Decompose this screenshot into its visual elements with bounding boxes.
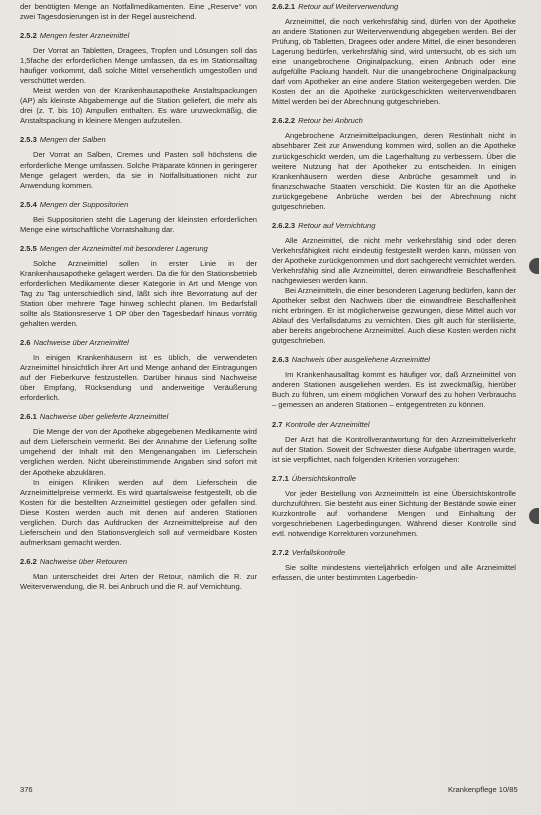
left-text-column	[20, 2, 257, 592]
section-heading	[20, 200, 257, 210]
section-heading	[20, 557, 257, 567]
section-title: Mengen der Arzneimittel mit besonderer Lagerung	[39, 243, 208, 253]
section-title: Retour bei Anbruch	[298, 116, 363, 126]
section-title: Übersichtskontrolle	[291, 473, 356, 483]
section-heading	[20, 412, 257, 422]
section-title: Mengen der Salben	[39, 135, 106, 145]
body-paragraph: In einigen Kliniken werden auf dem Lieferschein die Arzneimittelpreise vermerkt. Es wird quartalsweise festgestellt, ob die Kosten für die bestellten Arzneimittel gestiegen oder gefallen sind. Diese Kosten werden auch mit denen auf anderen Stationen verglichen. Durch das Aufdrucken der Arzneimittelpreise auf den Lieferschein und den Stationsvergleich soll auf vermeidbare Kosten aufmerksam gemacht werden.	[20, 477, 257, 547]
section-title: Nachweise über gelieferte Arzneimittel	[39, 412, 169, 422]
body-paragraph: Man unterscheidet drei Arten der Retour, nämlich die R. zur Weiterverwendung, die R. bei Anbruch und die R. auf Vernichtung.	[20, 571, 257, 591]
section-number: 2.6.2.1	[272, 2, 296, 11]
section-heading	[272, 474, 516, 484]
section-heading	[20, 135, 257, 145]
section-title: Mengen fester Arzneimittel	[39, 31, 130, 41]
body-paragraph: Bei Suppositorien steht die Lagerung der kleinsten erforderlichen Menge eine wirtschaftliche Vorratshaltung dar.	[20, 214, 257, 234]
section-heading	[272, 2, 516, 12]
body-paragraph: Sie sollte mindestens vierteljährlich erfolgen und alle Arzneimittel erfassen, die unter bestimmten Lagerbedin-	[272, 562, 516, 582]
section-number: 2.5.4	[20, 199, 37, 209]
binder-hole-mark	[529, 508, 539, 524]
section-number: 2.5.2	[20, 31, 37, 41]
body-paragraph: Angebrochene Arzneimittelpackungen, deren Restinhalt nicht in absehbarer Zeit zur Anwendung kommen wird, sollen an die Apotheke zurückgeschickt werden, um die Lagerhaltung zu verbessern. Über die weitere Nutzung hat der Apotheker zu entscheiden. In einigen Krankenhäusern werden diese Anbrüche gesammelt und in finanzschwache Staaten verschickt. Die Kosten für an die Apotheke zurückgegebene Anbrüche werden bei der Abrechnung nicht gutgeschrieben.	[272, 131, 516, 211]
body-paragraph: Meist werden von der Krankenhausapotheke Anstaltspackungen (AP) als kleinste Abgabemenge auf die Station geliefert, die mehr als drei (z. T. bis 10) Ampullen enthalten. Es wäre unzweckmäßig, die Anstaltspackung in kleinere Mengen aufzuteilen.	[20, 86, 257, 126]
section-heading	[272, 355, 516, 365]
section-heading	[272, 420, 516, 430]
section-heading	[272, 116, 516, 126]
section-title: Mengen der Suppositorien	[39, 199, 129, 209]
body-paragraph: Vor jeder Bestellung von Arzneimitteln ist eine Übersichtskontrolle durchzuführen. Sie besteht aus einer Sichtung der Bestände sowie einer Kurzkontrolle auf vorhandene Mengen und Einhaltung der vorgeschriebenen Lagerbedingungen. Während dieser Kontrolle sind evtl. notwendige Korrekturen vorzunehmen.	[272, 488, 516, 538]
section-heading	[272, 221, 516, 231]
section-number: 2.6.2.3	[272, 220, 296, 230]
section-heading	[20, 31, 257, 41]
binder-hole-mark	[529, 258, 539, 274]
page-number: 376	[20, 785, 33, 794]
section-number: 2.6.2.2	[272, 116, 296, 126]
body-paragraph: In einigen Krankenhäusern ist es üblich, die verwendeten Arzneimittel hinsichtlich ihrer Art und Menge anhand der Eintragungen auf der Fieberkurve festzustellen. Darüber hinaus sind Nachweise über Empfang, Rücksendung und anderweitige Veräußerung erforderlich.	[20, 353, 257, 403]
section-number: 2.6.3	[272, 355, 289, 365]
section-heading	[272, 548, 516, 558]
section-number: 2.6.1	[20, 412, 37, 422]
section-title: Retour auf Weiterverwendung	[298, 2, 399, 11]
section-title: Retour auf Vernichtung	[298, 220, 376, 230]
section-heading	[20, 244, 257, 254]
section-title: Kontrolle der Arzneimittel	[285, 419, 370, 429]
body-paragraph: Arzneimittel, die noch verkehrsfähig sind, dürfen von der Apotheke an andere Stationen zur Weiterverwendung abgegeben werden. Bei der Prüfung, ob Tabletten, Dragees oder andere Mittel, die einer besonderen Lagerung bedürfen, verkehrsfähig sind, wird untersucht, ob es sich um eine unangebrochene Originalpackung, einen Anbruch oder eine aufgefüllte Packung handelt. Nur die unangebrochene Originalpackung darf vom Apotheker an eine andere Station weitergegeben werden. Die Kosten der an die Apotheke zurückgeschickten weiterverwendbaren Mittel werden bei der Abrechnung gutgeschrieben.	[272, 17, 516, 107]
section-number: 2.7.1	[272, 473, 289, 483]
section-number: 2.7	[272, 419, 283, 429]
body-paragraph: Bei Arzneimitteln, die einer besonderen Lagerung bedürfen, kann der Apotheker selbst den Nachweis über die einwandfreie Beschaffenheit nicht erbringen. Er ist möglicherweise gezwungen, diese Mittel auch vor Ablauf des Verfallsdatums zu vernichten. Dies gilt auch für sterilisierte, aber bereits angebrochene Arzneimittel. Auch diese Kosten werden nicht gutgeschrieben.	[272, 286, 516, 346]
section-number: 2.5.3	[20, 135, 37, 145]
body-paragraph: Der Vorrat an Salben, Cremes und Pasten soll höchstens die erforderliche Menge umfassen. Solche Präparate können in geringerer Menge gelagert werden, da sie in Notfallsituationen nicht zur Anwendung kommen.	[20, 150, 257, 190]
section-title: Verfallskontrolle	[291, 547, 346, 557]
section-number: 2.6	[20, 338, 31, 348]
body-paragraph: Solche Arzneimittel sollen in erster Linie in der Krankenhausapotheke gelagert werden. Da die für den Stationsbetrieb erforderlichen Medikamente dieser Kategorie in Art und Menge von Tag zu Tag unterschiedlich sind, läßt sich ihre Bevorratung auf der Station über mehrere Tage hinweg schlecht planen. Im Bedarfsfall sollte als Stationsreserve 1 OP über den Tagesbedarf hinaus vorrätig gehalten werden.	[20, 258, 257, 329]
section-title: Nachweise über Retouren	[39, 556, 128, 566]
section-title: Nachweise über Arzneimittel	[33, 338, 129, 348]
section-number: 2.7.2	[272, 547, 289, 557]
section-number: 2.6.2	[20, 556, 37, 566]
section-number: 2.5.5	[20, 243, 37, 253]
journal-issue: Krankenpflege 10/85	[448, 785, 518, 794]
section-heading	[20, 338, 257, 348]
right-text-column	[272, 2, 516, 583]
body-paragraph: Der Vorrat an Tabletten, Dragees, Tropfen und Lösungen soll das 1,5fache der erforderlichen Menge umfassen, da es im Stationsalltag häufiger vorkommt, daß solche Mittel versehentlich umgestoßen und verschüttet werden.	[20, 46, 257, 86]
body-paragraph: Im Krankenhausalltag kommt es häufiger vor, daß Arzneimittel von anderen Stationen ausgeliehen werden. Es ist zweckmäßig, hierüber Buch zu führen, um einem möglichen Vorwurf des zu hohen Verbrauchs – gemessen an anderen Stationen – entgegentreten zu können.	[272, 370, 516, 410]
section-title: Nachweis über ausgeliehene Arzneimittel	[291, 355, 430, 365]
body-paragraph: Alle Arzneimittel, die nicht mehr verkehrsfähig sind oder deren Verkehrsfähigkeit nicht eindeutig festgestellt werden kann, müssen von der Apotheke zurückgenommen und dort sachgerecht vernichtet werden. Verkehrsfähig sind alle Arzneimittel, deren einwandfreie Beschaffenheit nachgewiesen werden kann.	[272, 235, 516, 285]
body-paragraph: Der Arzt hat die Kontrollverantwortung für den Arzneimittelverkehr auf der Station. Soweit der Schwester diese Aufgabe übertragen wurde, ist sie verpflichtet, nach folgenden Kriterien vorzugehen:	[272, 434, 516, 464]
body-paragraph: Die Menge der von der Apotheke abgegebenen Medikamente wird auf dem Lieferschein vermerkt. Bei der Annahme der Lieferung sollte umgehend der Inhalt mit den Mengenangaben im Lieferschein verglichen werden. Nicht übereinstimmende Angaben sind sofort mit der Apotheke abzuklären.	[20, 427, 257, 477]
body-paragraph: der benötigten Menge an Notfallmedikamenten. Eine „Reserve“ von zwei Tagesdosierungen ist in der Regel ausreichend.	[20, 2, 257, 22]
